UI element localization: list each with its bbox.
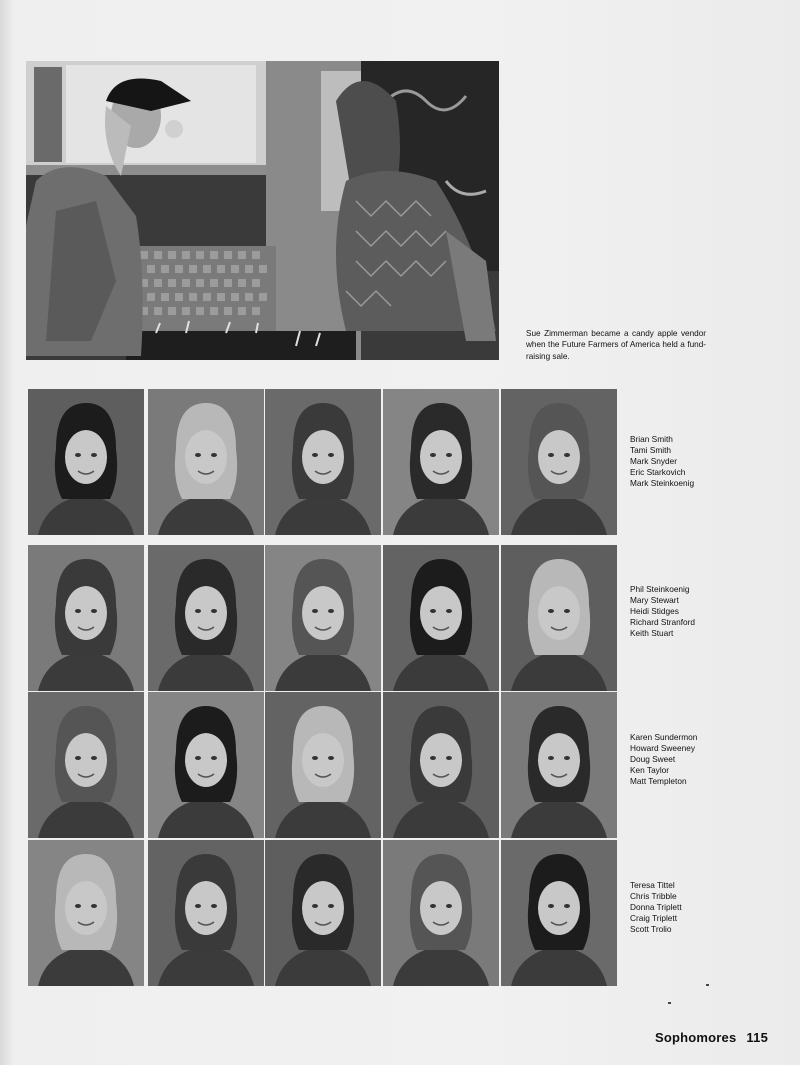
student-portrait bbox=[265, 389, 381, 535]
name-list bbox=[630, 584, 695, 639]
student-name: Donna Triplett bbox=[630, 902, 682, 913]
print-speck bbox=[668, 1002, 671, 1004]
student-name: Brian Smith bbox=[630, 434, 673, 444]
photo-caption: Sue Zimmerman became a candy apple vendor when the Future Farmers of America held a fund-raising sale. bbox=[526, 329, 706, 361]
student-portrait bbox=[28, 389, 144, 535]
student-portrait bbox=[148, 692, 264, 838]
student-portrait bbox=[383, 840, 499, 986]
student-portrait bbox=[28, 692, 144, 838]
student-portrait bbox=[501, 545, 617, 691]
student-name: Teresa Tittel bbox=[630, 880, 675, 890]
page-footer bbox=[655, 1030, 768, 1045]
student-name: Ken Taylor bbox=[630, 765, 670, 776]
page-number: 115 bbox=[746, 1030, 768, 1045]
student-portrait bbox=[148, 840, 264, 986]
student-name: Tami Smith bbox=[630, 445, 672, 456]
feature-photo bbox=[26, 61, 499, 360]
student-name: Doug Sweet bbox=[630, 754, 676, 765]
student-portrait bbox=[501, 840, 617, 986]
student-portrait bbox=[383, 545, 499, 691]
name-list bbox=[630, 434, 694, 489]
student-portrait bbox=[28, 840, 144, 986]
student-portrait bbox=[148, 389, 264, 535]
student-name: Eric Starkovich bbox=[630, 467, 686, 478]
student-portrait bbox=[501, 389, 617, 535]
student-portrait bbox=[265, 840, 381, 986]
student-portrait bbox=[383, 389, 499, 535]
student-name: Matt Templeton bbox=[630, 776, 687, 787]
student-name: Karen Sundermon bbox=[630, 732, 698, 742]
student-name: Heidi Stidges bbox=[630, 606, 679, 617]
student-name: Chris Tribble bbox=[630, 891, 677, 902]
student-portrait bbox=[265, 692, 381, 838]
student-name: Howard Sweeney bbox=[630, 743, 696, 754]
section-title: Sophomores bbox=[654, 1030, 737, 1045]
student-portrait bbox=[265, 545, 381, 691]
name-list bbox=[630, 880, 682, 935]
name-list bbox=[630, 732, 697, 787]
student-name: Richard Stranford bbox=[630, 617, 696, 628]
student-name: Scott Trolio bbox=[630, 924, 672, 935]
print-speck bbox=[706, 984, 709, 986]
student-name: Mark Steinkoenig bbox=[630, 478, 695, 489]
student-name: Keith Stuart bbox=[630, 628, 674, 639]
student-portrait bbox=[148, 545, 264, 691]
student-name: Mary Stewart bbox=[630, 595, 679, 606]
student-portrait bbox=[383, 692, 499, 838]
student-name: Mark Snyder bbox=[630, 456, 678, 467]
student-name: Phil Steinkoenig bbox=[630, 584, 690, 594]
student-portrait bbox=[28, 545, 144, 691]
student-portrait bbox=[501, 692, 617, 838]
student-name: Craig Triplett bbox=[630, 913, 678, 924]
